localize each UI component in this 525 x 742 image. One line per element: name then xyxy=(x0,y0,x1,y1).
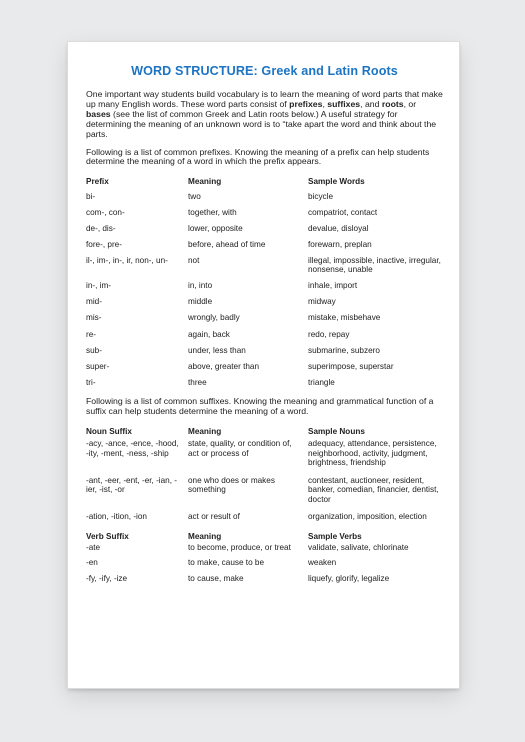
noun-suffix-table xyxy=(86,427,443,522)
prefix-cell: re- xyxy=(86,329,97,339)
meaning-cell: to become, produce, or treat xyxy=(188,542,291,552)
meaning-cell: to cause, make xyxy=(188,573,244,583)
meaning-cell: state, quality, or condition of, act or process of xyxy=(188,439,292,458)
meaning-column-header: Meaning xyxy=(188,177,222,187)
table-row xyxy=(86,512,443,522)
verb-suffix-table xyxy=(86,532,443,583)
term-roots: roots xyxy=(381,98,404,109)
noun-suffix-column-header: Noun Suffix xyxy=(86,426,132,436)
table-row xyxy=(86,346,443,356)
table-row xyxy=(86,574,443,584)
intro-paragraph xyxy=(86,90,443,140)
meaning-column-header: Meaning xyxy=(188,426,222,436)
verb-suffix-column-header: Verb Suffix xyxy=(86,532,129,541)
meaning-cell: above, greater than xyxy=(188,361,260,371)
meaning-cell: lower, opposite xyxy=(188,223,243,233)
prefix-cell: fore-, pre- xyxy=(86,239,122,249)
sample-cell: weaken xyxy=(308,558,337,568)
meaning-cell: wrongly, badly xyxy=(188,313,240,323)
prefix-cell: super- xyxy=(86,361,110,371)
prefix-cell: sub- xyxy=(86,345,102,355)
table-row xyxy=(86,439,443,468)
meaning-cell: act or result of xyxy=(188,512,240,522)
sample-cell: inhale, import xyxy=(308,281,358,291)
intro-text: , and xyxy=(360,98,382,109)
term-suffixes: suffixes xyxy=(327,98,361,109)
sample-cell: mistake, misbehave xyxy=(308,313,381,323)
table-row xyxy=(86,543,443,553)
meaning-cell: one who does or makes something xyxy=(188,475,275,495)
suffix-intro: Following is a list of common suffixes. Knowing the meaning and grammatical function of a suffix can help students determine the meaning of a word. xyxy=(86,396,434,416)
prefix-cell: com-, con- xyxy=(86,207,125,217)
sample-cell: contestant, auctioneer, resident, banker, comedian, financier, dentist, doctor xyxy=(308,475,439,504)
meaning-cell: to make, cause to be xyxy=(188,558,265,568)
meaning-cell: in, into xyxy=(188,281,213,291)
sample-nouns-column-header: Sample Nouns xyxy=(308,426,365,436)
sample-cell: superimpose, superstar xyxy=(308,361,394,371)
meaning-column-header: Meaning xyxy=(188,532,222,541)
meaning-cell: two xyxy=(188,191,201,201)
suffix-cell: -en xyxy=(86,558,98,568)
prefix-cell: tri- xyxy=(86,377,96,387)
table-row xyxy=(86,240,443,250)
noun-table-header xyxy=(86,427,443,437)
intro-text: One important way students build vocabulary is to learn the meaning of word parts that make up many English words. These word parts consist of xyxy=(86,89,443,109)
prefix-column-header: Prefix xyxy=(86,177,109,187)
table-row xyxy=(86,558,443,568)
sample-cell: bicycle xyxy=(308,191,334,201)
meaning-cell: under, less than xyxy=(188,345,246,355)
prefix-cell: in-, im- xyxy=(86,281,112,291)
intro-text: , or xyxy=(403,98,417,109)
prefix-cell: mid- xyxy=(86,297,102,307)
table-row xyxy=(86,208,443,218)
prefix-cell: de-, dis- xyxy=(86,223,116,233)
prefix-table xyxy=(86,177,443,387)
sample-cell: compatriot, contact xyxy=(308,207,378,217)
table-row xyxy=(86,362,443,372)
meaning-cell: not xyxy=(188,255,200,265)
suffix-cell: -acy, -ance, -ence, -hood, -ity, -ment, -ness, -ship xyxy=(86,439,179,458)
sample-cell: validate, salivate, chlorinate xyxy=(308,542,409,552)
table-row xyxy=(86,192,443,202)
term-prefixes: prefixes xyxy=(289,98,323,109)
meaning-cell: before, ahead of time xyxy=(188,239,266,249)
prefix-cell: il-, im-, in-, ir, non-, un- xyxy=(86,255,168,265)
sample-cell: redo, repay xyxy=(308,329,350,339)
term-bases: bases xyxy=(86,108,111,119)
table-row xyxy=(86,224,443,234)
meaning-cell: three xyxy=(188,377,207,387)
prefix-cell: bi- xyxy=(86,191,96,201)
meaning-cell: again, back xyxy=(188,329,230,339)
meaning-cell: middle xyxy=(188,297,213,307)
table-row xyxy=(86,330,443,340)
table-row xyxy=(86,313,443,323)
sample-cell: organization, imposition, election xyxy=(308,512,427,522)
sample-verbs-column-header: Sample Verbs xyxy=(308,532,362,541)
sample-cell: illegal, impossible, inactive, irregular, nonsense, unable xyxy=(308,255,441,275)
suffix-cell: -ate xyxy=(86,542,101,552)
table-row xyxy=(86,281,443,291)
sample-cell: forewarn, preplan xyxy=(308,239,372,249)
table-row xyxy=(86,476,443,505)
sample-words-column-header: Sample Words xyxy=(308,177,365,187)
sample-cell: submarine, subzero xyxy=(308,345,380,355)
table-row xyxy=(86,297,443,307)
sample-cell: midway xyxy=(308,297,336,307)
meaning-cell: together, with xyxy=(188,207,237,217)
worksheet-page xyxy=(68,42,459,688)
table-row xyxy=(86,256,443,275)
sample-cell: adequacy, attendance, persistence, neighborhood, activity, judgment, brightness, friendship xyxy=(308,439,437,468)
suffix-cell: -fy, -ify, -ize xyxy=(86,573,128,583)
suffix-cell: -ant, -eer, -ent, -er, -ian, -ier, -ist, -or xyxy=(86,475,178,495)
intro-text: , xyxy=(322,98,328,109)
table-row xyxy=(86,378,443,388)
sample-cell: triangle xyxy=(308,377,335,387)
prefix-table-header xyxy=(86,177,443,187)
intro-text: (see the list of common Greek and Latin roots below.) A useful strategy for determining the meaning of an unknown word is to “take apart the word and think about the parts. xyxy=(86,108,437,139)
suffix-cell: -ation, -ition, -ion xyxy=(86,512,147,522)
prefix-cell: mis- xyxy=(86,313,102,323)
sample-cell: liquefy, glorify, legalize xyxy=(308,573,390,583)
worksheet-content xyxy=(86,64,443,583)
prefix-intro: Following is a list of common prefixes. Knowing the meaning of a prefix can help students determine the meaning of a word in which the prefix appears. xyxy=(86,146,430,167)
verb-table-header xyxy=(86,532,443,542)
page-title: WORD STRUCTURE: Greek and Latin Roots xyxy=(131,64,398,78)
sample-cell: devalue, disloyal xyxy=(308,223,369,233)
